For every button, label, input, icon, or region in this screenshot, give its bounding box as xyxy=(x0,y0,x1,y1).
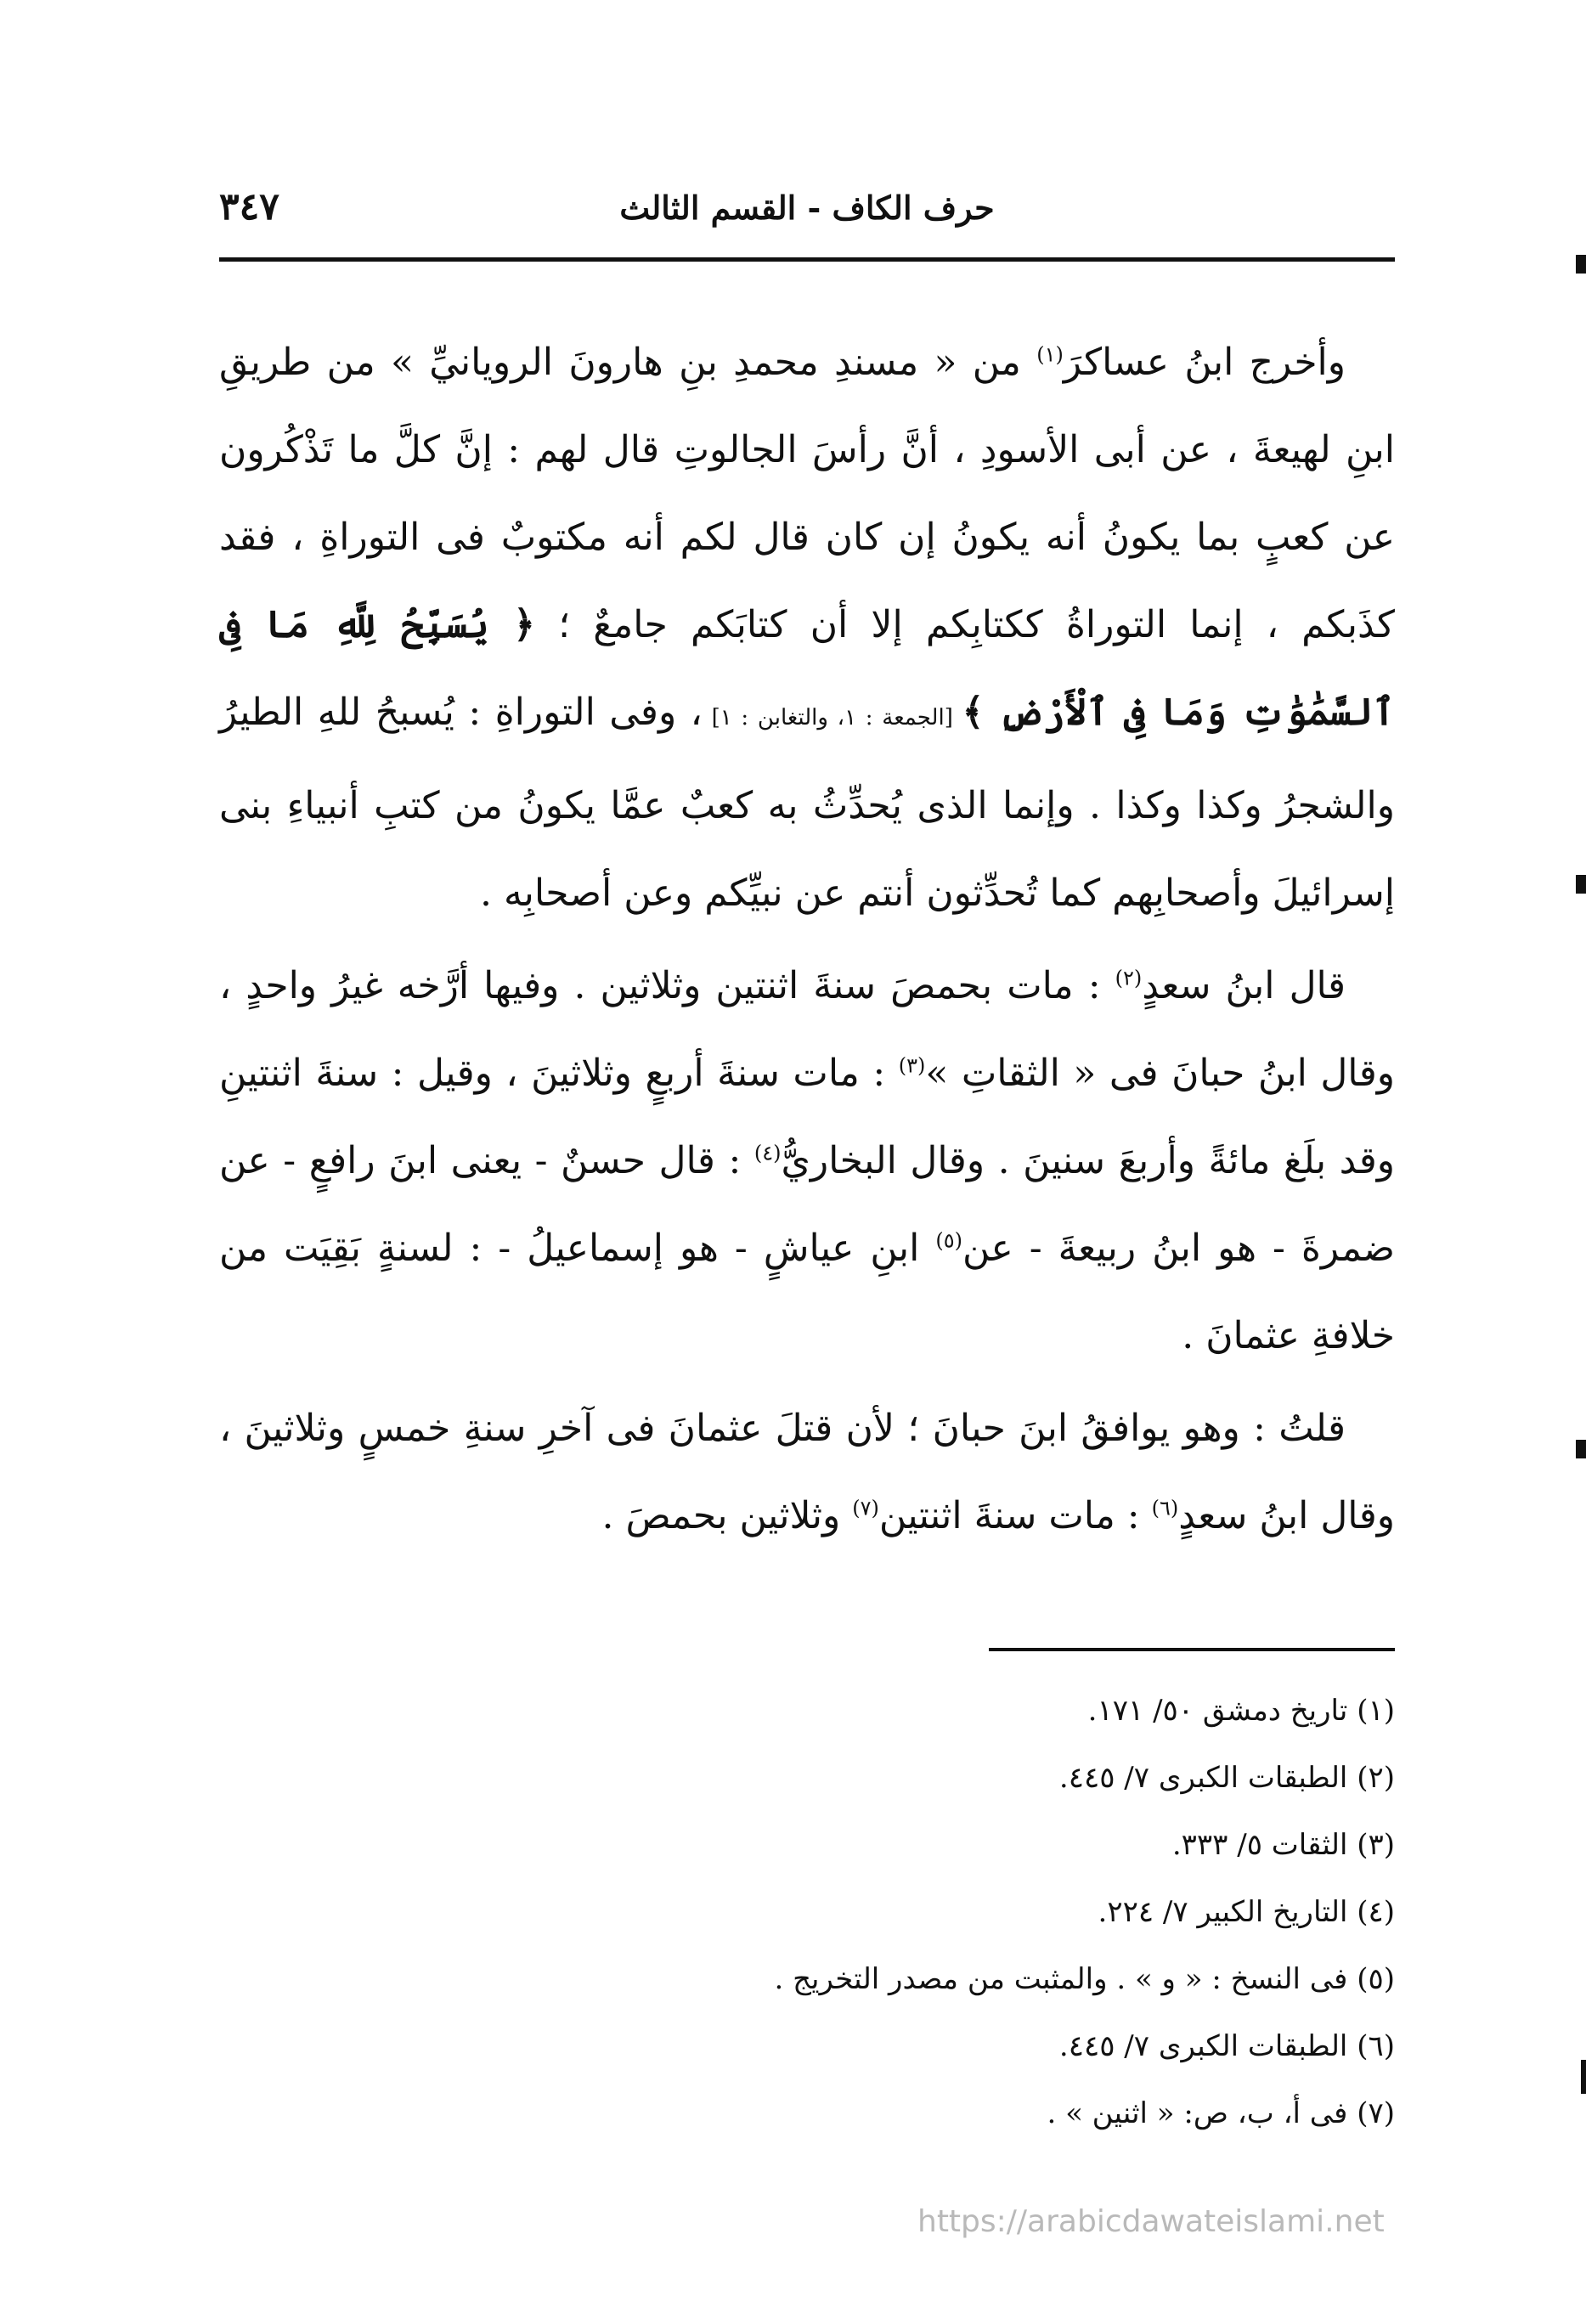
footnote-4: (٤) التاريخ الكبير ٧/ ٢٢٤. xyxy=(1098,1895,1395,1929)
paragraph-1 xyxy=(219,319,1395,937)
p2-text-2: : مات بحمصَ سنةَ اثنتين وثلاثين . وفيها أرَّخه غيرُ واحدٍ ، وقال ابنُ حبانَ فى « الثقاتِ » xyxy=(219,964,1395,1095)
watermark-url: https://arabicdawateislami.net xyxy=(917,2204,1385,2239)
p1-text-2: من « مسندِ محمدِ بنِ هارونَ الرويانيِّ » من طريقِ ابنِ لهيعةَ ، عن أبى الأسودِ ، أنَّ رأسَ الجالوتِ قال لهم : إنَّ كلَّ ما تَذْكُرون عن كعبٍ بما يكونُ أنه يكونُ إن كان قال لكم أنه مكتوبٌ فى التوراةِ ، فقد كذَبكم ، إنما التوراةُ ككتابِكم إلا أن كتابَكم جامعٌ ؛ xyxy=(219,341,1395,646)
main-text xyxy=(219,319,1395,1560)
p2-text-3: : مات سنةَ أربعٍ وثلاثينَ ، وقيل : سنةَ اثنتينِ وقد بلَغ مائةً وأربعَ سنينَ . وقال البخاريُّ xyxy=(219,1052,1396,1182)
footnote-1: (١) تاريخ دمشق ٥٠/ ١٧١. xyxy=(1087,1694,1395,1728)
paragraph-3 xyxy=(219,1385,1395,1560)
footnote-ref-3: (٣) xyxy=(898,1053,926,1078)
scan-edge-mark xyxy=(1576,255,1586,274)
p2-text-5: ابنِ عياشٍ - هو إسماعيلُ - : لسنةٍ بَقِيَت من خلافةِ عثمانَ . xyxy=(219,1227,1395,1357)
scan-edge-mark xyxy=(1576,1440,1586,1458)
p2-text-1: قال ابنُ سعدٍ xyxy=(1142,964,1346,1007)
p3-text-2: : مات سنةَ اثنتين xyxy=(878,1494,1152,1537)
footnote-3: (٣) الثقات ٥/ ٣٣٣. xyxy=(1171,1828,1395,1862)
p2-text-4: : قال حسنٌ - يعنى ابنَ رافعٍ - عن ضمرةَ - هو ابنُ ربيعةَ - عن xyxy=(219,1139,1395,1270)
page-number: ٣٤٧ xyxy=(219,185,279,228)
quran-verse: ﴿ يُسَبِّحُ لِلَّهِ مَا فِى ٱلسَّمَٰوَٰتِ وَمَا فِى ٱلْأَرْضِ ﴾ xyxy=(219,603,1395,734)
p3-text-1: قلتُ : وهو يوافقُ ابنَ حبانَ ؛ لأن قتلَ عثمانَ فى آخرِ سنةِ خمسٍ وثلاثينَ ، وقال ابنُ سعدٍ xyxy=(219,1407,1395,1537)
header-rule xyxy=(219,257,1395,262)
paragraph-2 xyxy=(219,942,1395,1379)
footnote-ref-4: (٤) xyxy=(753,1141,782,1165)
footnote-ref-7: (٧) xyxy=(852,1496,879,1520)
scan-edge-mark xyxy=(1576,875,1586,894)
running-title: حرف الكاف - القسم الثالث xyxy=(619,189,995,227)
footnote-ref-6: (٦) xyxy=(1151,1496,1179,1520)
footnote-2: (٢) الطبقات الكبرى ٧/ ٤٤٥. xyxy=(1058,1761,1395,1795)
p1-text-3: ، وفى التوراةِ : يُسبحُ للهِ الطيرُ والشجرُ وكذا وكذا . وإنما الذى يُحدِّثُ به كعبٌ عمَّا يكونُ من كتبِ أنبياءِ بنى إسرائيلَ وأصحابِهم كما تُحدِّثون أنتم عن نبيِّكم وعن أصحابِه . xyxy=(219,691,1395,915)
p3-text-3: وثلاثين بحمصَ . xyxy=(601,1494,853,1537)
footnote-ref-1: (١) xyxy=(1036,342,1064,367)
footnote-ref-2: (٢) xyxy=(1115,966,1143,990)
p1-text-1: وأخرج ابنُ عساكرَ xyxy=(1063,341,1346,384)
footnotes-rule xyxy=(989,1648,1395,1651)
footnote-ref-5: (٥) xyxy=(935,1228,962,1253)
footnote-6: (٦) الطبقات الكبرى ٧/ ٤٤٥. xyxy=(1058,2029,1395,2063)
footnote-5: (٥) فى النسخ : « و » . والمثبت من مصدر التخريج . xyxy=(774,1962,1395,1996)
page-header xyxy=(219,185,1395,236)
footnote-7: (٧) فى أ، ب، ص: « اثنين » . xyxy=(1047,2096,1395,2130)
footnotes xyxy=(219,1678,1395,2147)
scan-edge-mark xyxy=(1581,2060,1586,2094)
quran-citation: [الجمعة : ١، والتغابن : ١] xyxy=(702,705,962,730)
